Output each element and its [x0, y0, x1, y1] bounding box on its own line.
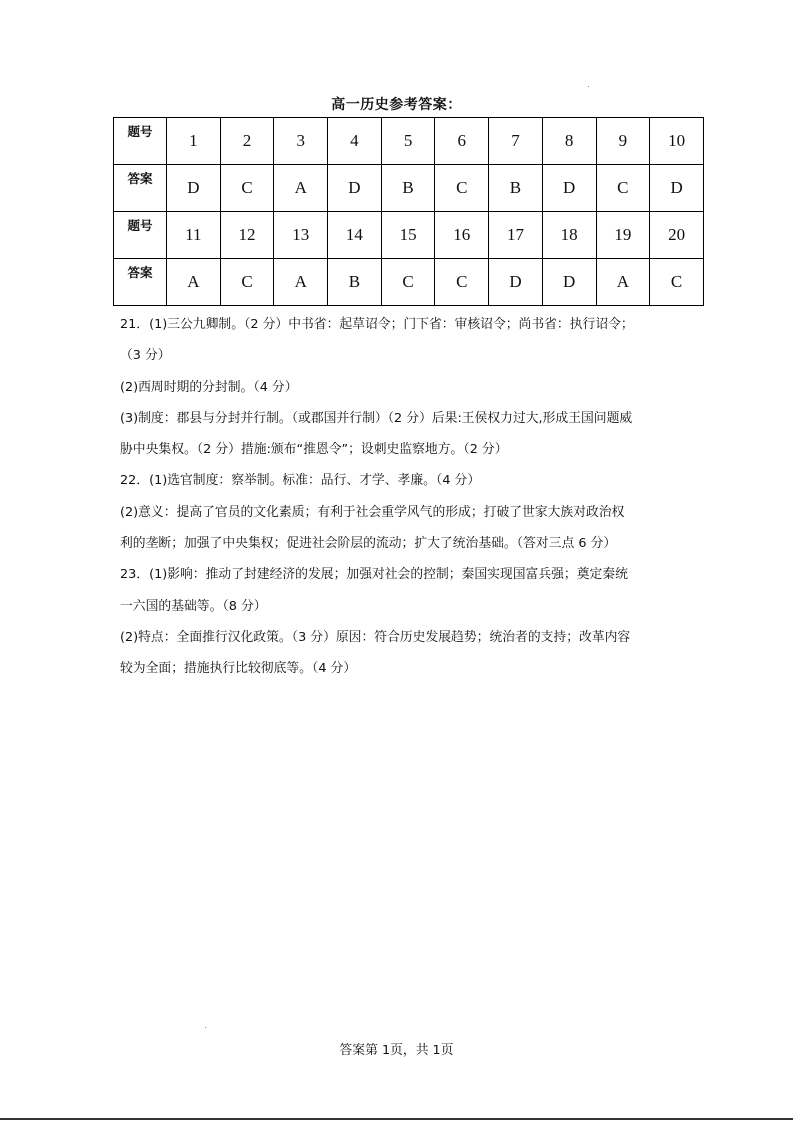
page-title: 高一历史参考答案：: [331, 97, 462, 113]
answer-text-body: [120, 309, 685, 685]
answer-cell: C: [381, 259, 435, 306]
answer-line: (3)制度：郡县与分封并行制。（或郡国并行制）（2 分）后果:王侯权力过大,形成王国问题威: [120, 410, 633, 426]
question-number-cell: 10: [650, 118, 704, 165]
speck-mark: [588, 86, 589, 87]
answer-cell: A: [274, 259, 328, 306]
answer-cell: D: [167, 165, 221, 212]
answer-line: 22．(1)选官制度：察举制。标准：品行、才学、孝廉。（4 分）: [120, 473, 481, 489]
table-row: [114, 212, 704, 259]
answer-cell: C: [220, 165, 274, 212]
table-row: [114, 118, 704, 165]
answer-cell: A: [274, 165, 328, 212]
question-number-cell: 17: [489, 212, 543, 259]
question-number-cell: 11: [167, 212, 221, 259]
answer-line: 较为全面；措施执行比较彻底等。（4 分）: [120, 661, 357, 677]
answer-label: 答案: [114, 165, 167, 212]
question-number-cell: 7: [489, 118, 543, 165]
answer-cell: C: [435, 165, 489, 212]
question-number-cell: 20: [650, 212, 704, 259]
answer-cell: A: [596, 259, 650, 306]
answer-cell: D: [328, 165, 382, 212]
bottom-divider: [0, 1118, 793, 1120]
answer-line: (2)意义：提高了官员的文化素质；有利于社会重学风气的形成；打破了世家大族对政治权: [120, 504, 625, 520]
answer-cell: C: [220, 259, 274, 306]
answer-cell: B: [381, 165, 435, 212]
question-number-cell: 1: [167, 118, 221, 165]
question-number-cell: 13: [274, 212, 328, 259]
answer-cell: C: [596, 165, 650, 212]
question-number-cell: 19: [596, 212, 650, 259]
answer-cell: C: [650, 259, 704, 306]
answer-line: 21．(1)三公九卿制。（2 分）中书省：起草诏令；门下省：审核诏令；尚书省：执行诏令；: [120, 317, 634, 332]
answer-cell: B: [489, 165, 543, 212]
speck-mark: [205, 1027, 206, 1028]
answer-cell: D: [489, 259, 543, 306]
question-number-cell: 9: [596, 118, 650, 165]
question-number-cell: 18: [542, 212, 596, 259]
answer-cell: A: [167, 259, 221, 306]
answer-line: （3 分）: [120, 348, 171, 364]
answer-line: 23．(1)影响：推动了封建经济的发展；加强对社会的控制；秦国实现国富兵强；奠定秦统: [120, 567, 628, 583]
page-footer: 答案第 1页，共 1页: [339, 1043, 454, 1058]
question-number-cell: 6: [435, 118, 489, 165]
answer-cell: D: [542, 259, 596, 306]
answer-cell: C: [435, 259, 489, 306]
question-number-cell: 14: [328, 212, 382, 259]
answer-line: 胁中央集权。（2 分）措施:颁布“推恩令”；设刺史监察地方。（2 分）: [120, 442, 508, 458]
answer-label: 答案: [114, 259, 167, 306]
question-number-cell: 3: [274, 118, 328, 165]
question-number-label: 题号: [114, 212, 167, 259]
question-number-cell: 12: [220, 212, 274, 259]
answer-line: (2)特点：全面推行汉化政策。（3 分）原因：符合历史发展趋势；统治者的支持；改革内容: [120, 629, 631, 645]
answer-table: [113, 117, 704, 306]
table-row: [114, 165, 704, 212]
question-number-cell: 2: [220, 118, 274, 165]
question-number-cell: 15: [381, 212, 435, 259]
answer-cell: B: [328, 259, 382, 306]
answer-cell: D: [542, 165, 596, 212]
answer-line: (2)西周时期的分封制。（4 分）: [120, 379, 298, 395]
answer-line: 一六国的基础等。（8 分）: [120, 598, 267, 614]
answer-cell: D: [650, 165, 704, 212]
table-row: [114, 259, 704, 306]
question-number-cell: 16: [435, 212, 489, 259]
question-number-label: 题号: [114, 118, 167, 165]
question-number-cell: 4: [328, 118, 382, 165]
question-number-cell: 5: [381, 118, 435, 165]
answer-line: 利的垄断；加强了中央集权；促进社会阶层的流动；扩大了统治基础。（答对三点 6 分）: [120, 536, 617, 552]
question-number-cell: 8: [542, 118, 596, 165]
